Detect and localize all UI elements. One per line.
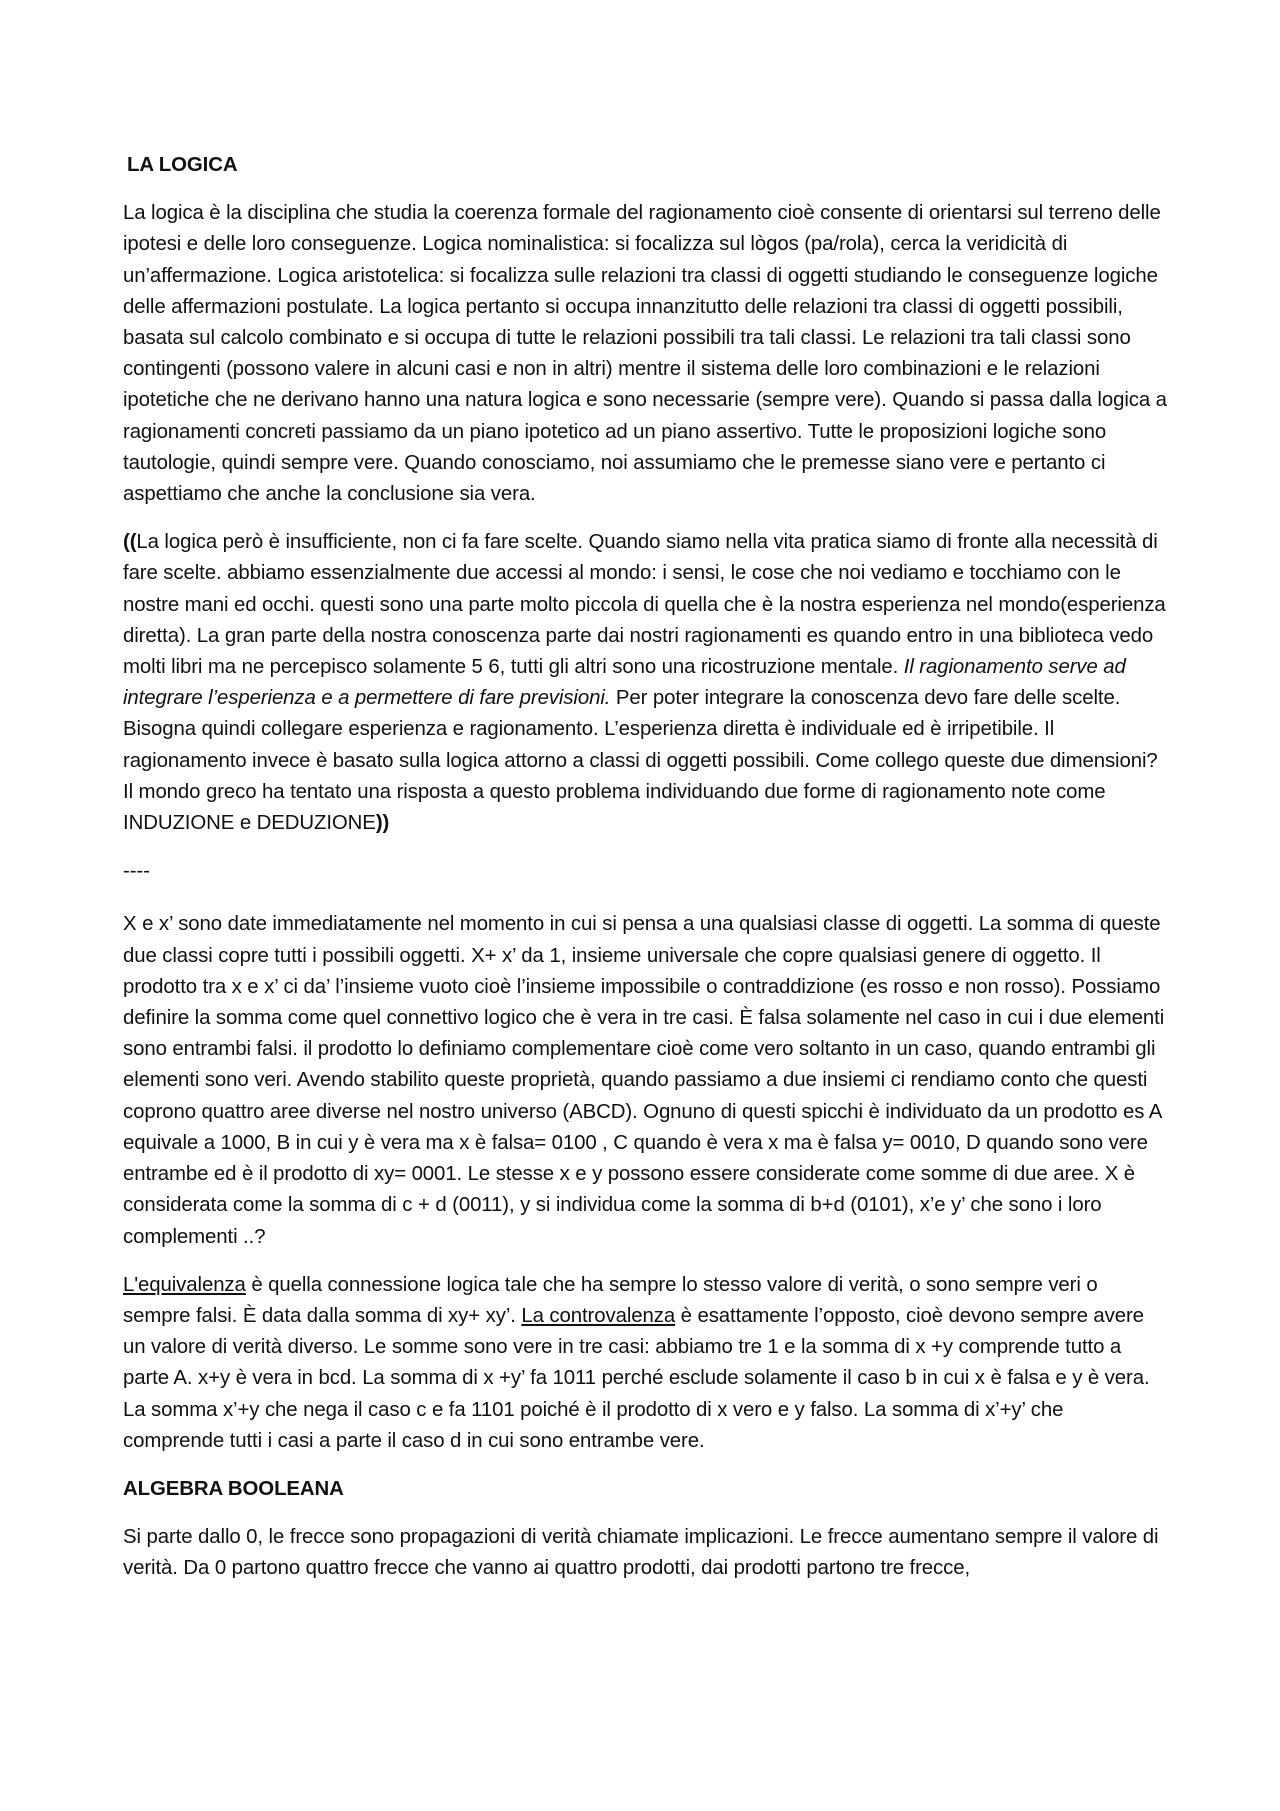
heading-la-logica: LA LOGICA xyxy=(127,154,238,176)
paragraph-boolean-algebra: Si parte dallo 0, le frecce sono propagazioni di verità chiamate implicazioni. Le frecce aumentano sempre il valore di verità. Da 0 partono quattro frecce che vanno ai quattro prodotti, dai prodotti partono tre frecce, xyxy=(123,1526,1159,1580)
term-equivalenza: L'equivalenza xyxy=(123,1273,246,1296)
paragraph-text-part-2: è esattamente l’opposto, cioè devono sempre avere un valore di verità diverso. Le somme sono vere in tre casi: abbiamo tre 1 e la somma di x +y comprende tutto a parte A. x+y è vera in bcd. La somma di x +y’ fa 1011 perché esclude solamente il caso b in cui x è falsa e y è vera. La somma x’+y che nega il caso c e fa 1101 poiché è il prodotto di x vero e y falso. La somma di x’+y’ che comprende tutti i casi a parte il caso d in cui sono entrambe vere. xyxy=(123,1304,1150,1452)
paragraph-sets-sum-product: X e x’ sono date immediatamente nel momento in cui si pensa a una qualsiasi classe di oggetti. La somma di queste due classi copre tutti i possibili oggetti. X+ x’ da 1, insieme universale che copre qualsiasi genere di oggetto. Il prodotto tra x e x’ ci da’ l’insieme vuoto cioè l’insieme impossibile o contraddizione (es rosso e non rosso). Possiamo definire la somma come quel connettivo logico che è vera in tre casi. È falsa solamente nel caso in cui i due elementi sono entrambi falsi. il prodotto lo definiamo complementare cioè come vero soltanto in un caso, quando entrambi gli elementi sono veri. Avendo stabilito queste proprietà, quando passiamo a due insiemi ci rendiamo conto che questi coprono quattro aree diverse nel nostro universo (ABCD). Ognuno di questi spicchi è individuato da un prodotto es A equivale a 1000, B in cui y è vera ma x è falsa= 0100 , C quando è vera x ma è falsa y= 0010, D quando sono vere entrambe ed è il prodotto di xy= 0001. Le stesse x e y possono essere considerate come somme di due aree. X è considerata come la somma di c + d (0011), y si individua come la somma di b+d (0101), x’e y’ che sono i loro complementi ..? xyxy=(123,913,1165,1248)
open-parentheses: (( xyxy=(123,531,137,554)
document-body xyxy=(123,150,1168,1602)
separator-line: ---- xyxy=(123,860,150,883)
term-controvalenza: La controvalenza xyxy=(521,1304,676,1327)
paragraph-text-part-1: La logica però è insufficiente, non ci fa fare scelte. Quando siamo nella vita pratica siamo di fronte alla necessità di fare scelte. abbiamo essenzialmente due accessi al mondo: i sensi, le cose che noi vediamo e tocchiamo con le nostre mani ed occhi. questi sono una parte molto piccola di quella che è la nostra esperienza nel mondo(esperienza diretta). La gran parte della nostra conoscenza parte dai nostri ragionamenti es quando entro in una biblioteca vedo molti libri ma ne percepisco solamente 5 6, tutti gli altri sono una ricostruzione mentale. xyxy=(123,531,1166,679)
paragraph-text-part-2: Per poter integrare la conoscenza devo fare delle scelte. Bisogna quindi collegare esperienza e ragionamento. L’esperienza diretta è individuale ed è irripetibile. Il ragionamento invece è basato sulla logica attorno a classi di oggetti possibili. Come collego queste due dimensioni? Il mondo greco ha tentato una risposta a questo problema individuando due forme di ragionamento note come INDUZIONE e DEDUZIONE xyxy=(123,687,1158,835)
italic-sentence: Il ragionamento serve ad integrare l’esperienza e a permettere di fare previsioni. xyxy=(123,656,1126,710)
paragraph-equivalence xyxy=(123,1270,1168,1457)
paragraph-text-part-1: è quella connessione logica tale che ha sempre lo stesso valore di verità, o sono sempre veri o sempre falsi. È data dalla somma di xy+ xy’. xyxy=(123,1273,1098,1327)
close-parentheses: )) xyxy=(375,812,390,835)
paragraph-logic-definition: La logica è la disciplina che studia la coerenza formale del ragionamento cioè consente di orientarsi sul terreno delle ipotesi e delle loro conseguenze. Logica nominalistica: si focalizza sul lògos (pa/rola), cerca la veridicità di un’affermazione. Logica aristotelica: si focalizza sulle relazioni tra classi di oggetti studiando le conseguenze logiche delle affermazioni postulate. La logica pertanto si occupa innanzitutto delle relazioni tra classi di oggetti possibili, basata sul calcolo combinato e si occupa di tutte le relazioni possibili tra tali classi. Le relazioni tra tali classi sono contingenti (possono valere in alcuni casi e non in altri) mentre il sistema delle loro combinazioni e le relazioni ipotetiche che ne derivano hanno una natura logica e sono necessarie (sempre vere). Quando si passa dalla logica a ragionamenti concreti passiamo da un piano ipotetico ad un piano assertivo. Tutte le proposizioni logiche sono tautologie, quindi sempre vere. Quando conosciamo, noi assumiamo che le premesse siano vere e pertanto ci aspettiamo che anche la conclusione sia vera. xyxy=(123,202,1167,506)
heading-algebra-booleana: ALGEBRA BOOLEANA xyxy=(123,1477,344,1500)
paragraph-induction-deduction xyxy=(123,527,1168,839)
